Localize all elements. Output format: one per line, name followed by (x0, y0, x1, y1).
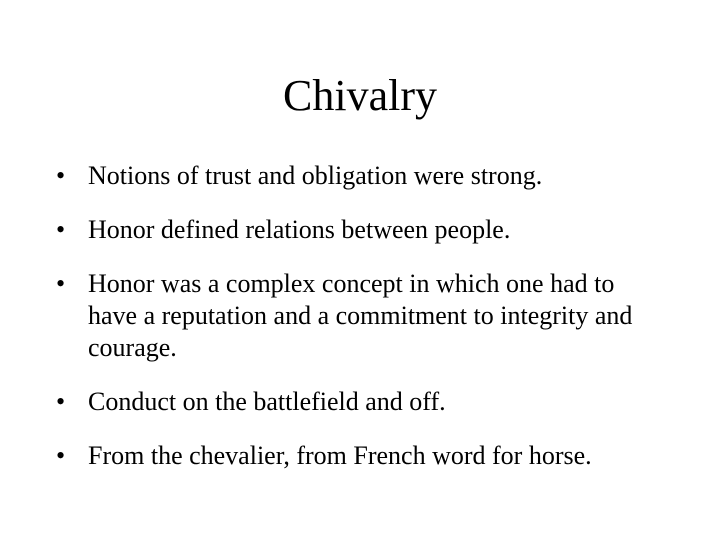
bullet-icon: • (56, 161, 66, 190)
bullet-item (56, 386, 666, 418)
bullet-item (56, 214, 666, 246)
bullet-icon: • (56, 215, 66, 244)
bullet-list (56, 160, 666, 494)
bullet-item (56, 160, 666, 192)
bullet-item (56, 440, 666, 472)
bullet-text: Conduct on the battlefield and off. (88, 387, 446, 416)
bullet-text: From the chevalier, from French word for horse. (88, 441, 592, 470)
bullet-text: Honor defined relations between people. (88, 215, 511, 244)
bullet-icon: • (56, 387, 66, 416)
bullet-text: Notions of trust and obligation were strong. (88, 161, 543, 190)
bullet-icon: • (56, 269, 66, 298)
bullet-icon: • (56, 441, 66, 470)
bullet-text: Honor was a complex concept in which one had to have a reputation and a commitment to integrity and courage. (88, 269, 633, 362)
bullet-item (56, 268, 666, 364)
slide-title: Chivalry (283, 71, 437, 120)
